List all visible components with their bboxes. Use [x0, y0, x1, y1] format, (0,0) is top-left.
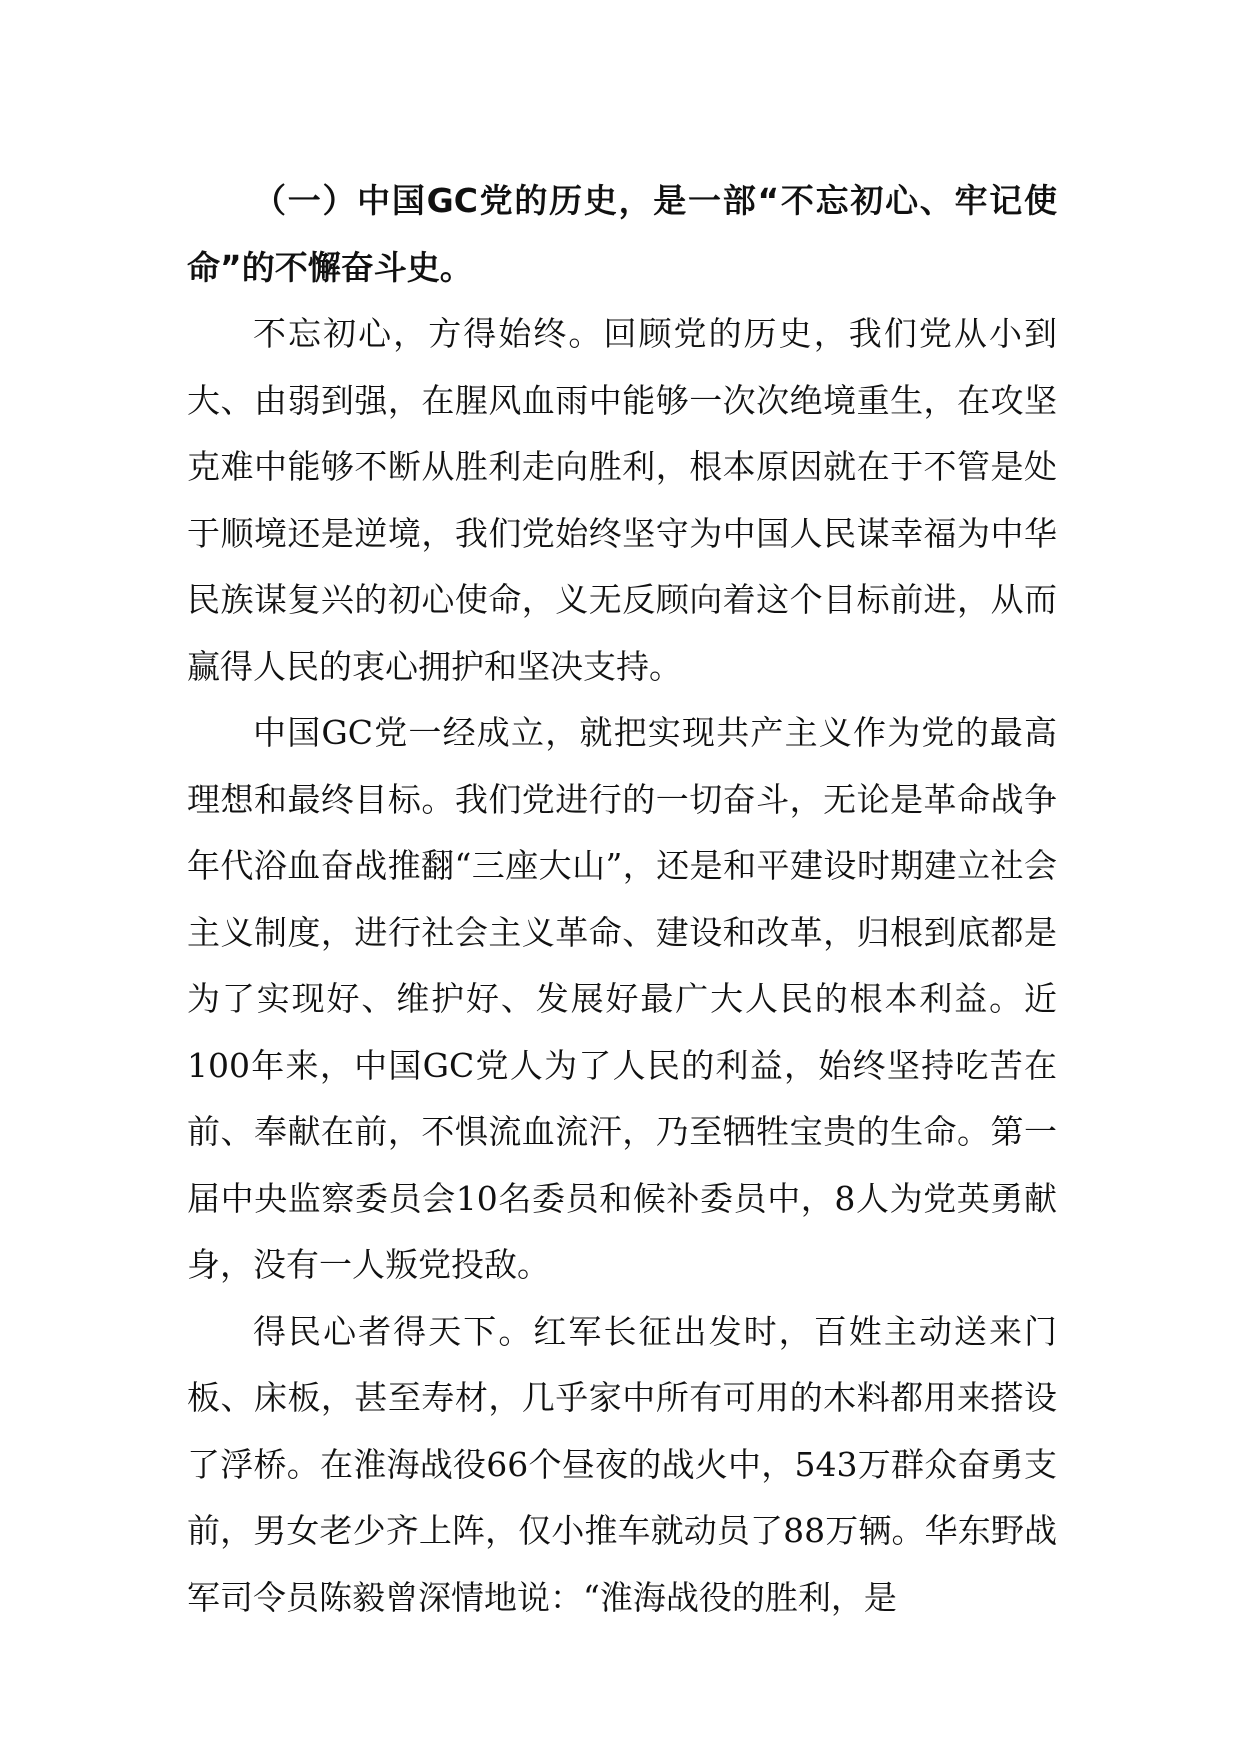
document-page [187, 168, 1057, 1631]
body-paragraph-3: 得民心者得天下。红军长征出发时，百姓主动送来门板、床板，甚至寿材，几乎家中所有可用的木料都用来搭设了浮桥。在淮海战役66个昼夜的战火中，543万群众奋勇支前，男女老少齐上阵，仅小推车就动员了88万辆。华东野战军司令员陈毅曾深情地说：“淮海战役的胜利，是 [187, 1311, 1057, 1617]
body-paragraph-2: 中国GC党一经成立，就把实现共产主义作为党的最高理想和最终目标。我们党进行的一切奋斗，无论是革命战争年代浴血奋战推翻“三座大山”，还是和平建设时期建立社会主义制度，进行社会主义革命、建设和改革，归根到底都是为了实现好、维护好、发展好最广大人民的根本利益。近100年来，中国GC党人为了人民的利益，始终坚持吃苦在前、奉献在前，不惧流血流汗，乃至牺牲宝贵的生命。第一届中央监察委员会10名委员和候补委员中，8人为党英勇献身，没有一人叛党投敌。 [187, 713, 1057, 1284]
section-heading: （一）中国GC党的历史，是一部“不忘初心、牢记使命”的不懈奋斗史。 [187, 181, 1057, 287]
body-paragraph-1: 不忘初心，方得始终。回顾党的历史，我们党从小到大、由弱到强，在腥风血雨中能够一次次绝境重生，在攻坚克难中能够不断从胜利走向胜利，根本原因就在于不管是处于顺境还是逆境，我们党始终坚守为中国人民谋幸福为中华民族谋复兴的初心使命，义无反顾向着这个目标前进，从而赢得人民的衷心拥护和坚决支持。 [187, 314, 1057, 686]
